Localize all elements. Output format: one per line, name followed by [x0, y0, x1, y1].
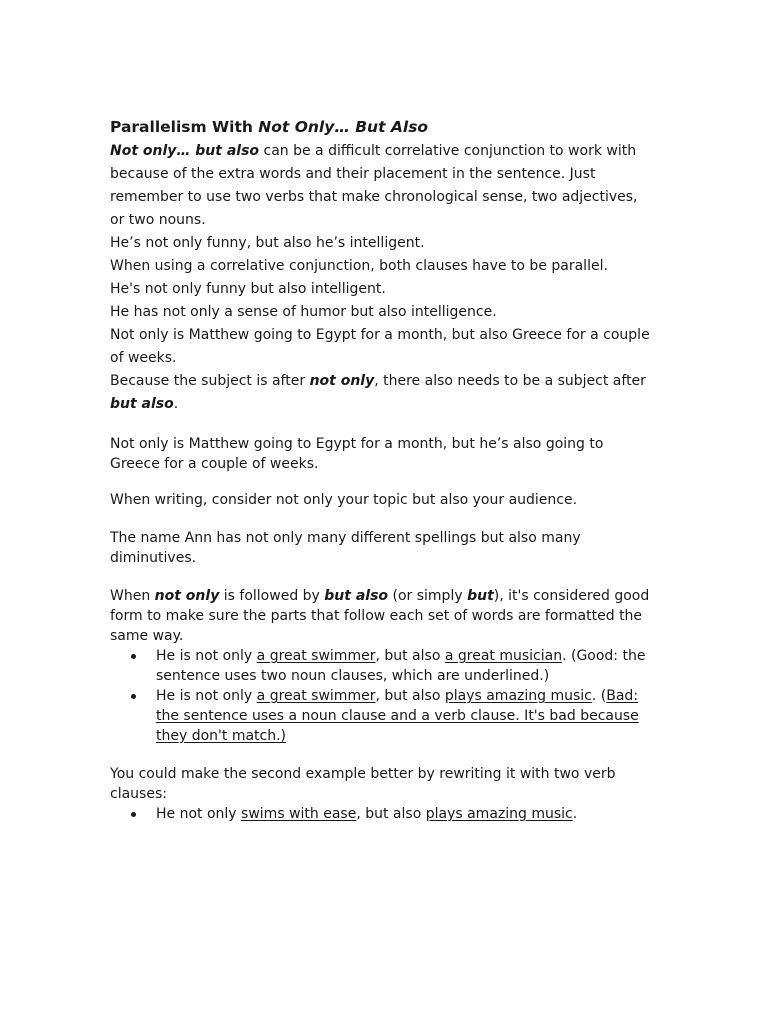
rewrite-underline-2: plays amazing music	[425, 806, 573, 822]
rule-em1: not only	[154, 588, 220, 604]
title-italic: Not Only… But Also	[258, 118, 429, 136]
example-2-pre: He is not only	[156, 688, 257, 704]
rewrite-pre: He not only	[156, 806, 242, 822]
title-prefix: Parallelism With	[110, 118, 259, 136]
rewrite-post: .	[572, 806, 578, 822]
line-1: He’s not only funny, but also he’s intelligent.	[110, 235, 425, 251]
example-2-underline-2: plays amazing music	[444, 688, 592, 704]
rule-part4: ), it's considered good form to make sure the parts that follow each set of words are formatted the same way.	[110, 588, 650, 644]
rule-paragraph	[110, 586, 655, 646]
subject-note-part2: , there also needs to be a subject after	[374, 373, 646, 389]
example-2-post: . (	[591, 688, 607, 704]
example-2-mid: , but also	[375, 688, 445, 704]
intro-paragraph	[110, 140, 655, 232]
intro-text: can be a difficult correlative conjunction to work with because of the extra words and their placement in the sentence. Just remember to use two verbs that make chronological sense, two adjectives, or two nouns.	[110, 143, 638, 228]
rule-part3: (or simply	[388, 588, 468, 604]
line-3: He's not only funny but also intelligent.	[110, 281, 386, 297]
bullet-icon	[131, 694, 136, 699]
subject-note-em2: but also	[110, 396, 174, 412]
example-2-underline-1: a great swimmer	[256, 688, 376, 704]
example-1-underline-1: a great swimmer	[256, 648, 376, 664]
paragraph-1: Not only is Matthew going to Egypt for a month, but he’s also going to Greece for a couple of weeks.	[110, 436, 604, 472]
example-1-pre: He is not only	[156, 648, 257, 664]
rewrite-underline-1: swims with ease	[241, 806, 357, 822]
line-5: Not only is Matthew going to Egypt for a month, but also Greece for a couple of weeks.	[110, 327, 650, 366]
example-1-post: . (Good: the sentence uses two noun clauses, which are underlined.)	[156, 648, 646, 684]
rule-em3: but	[467, 588, 494, 604]
subject-note-part1: Because the subject is after	[110, 373, 310, 389]
bullet-icon	[131, 812, 136, 817]
intro-term: Not only… but also	[110, 143, 260, 159]
list-item	[110, 646, 655, 686]
rewrite-intro: You could make the second example better by rewriting it with two verb clauses:	[110, 766, 616, 802]
list-item	[110, 686, 655, 746]
line-4: He has not only a sense of humor but also intelligence.	[110, 304, 497, 320]
bullet-icon	[131, 654, 136, 659]
example-1-underline-2: a great musician	[444, 648, 563, 664]
subject-note	[110, 370, 655, 416]
rewrite-mid: , but also	[356, 806, 426, 822]
subject-note-part3: .	[173, 396, 179, 412]
examples-list	[110, 646, 655, 746]
rule-part2: is followed by	[219, 588, 325, 604]
subject-note-em1: not only	[309, 373, 375, 389]
line-2: When using a correlative conjunction, both clauses have to be parallel.	[110, 258, 608, 274]
document-title	[110, 116, 655, 138]
example-2-underlined-note: Bad: the sentence uses a noun clause and a verb clause. It's bad because they don't match.)	[156, 688, 639, 744]
example-1-mid: , but also	[375, 648, 445, 664]
rule-em2: but also	[324, 588, 389, 604]
rule-part1: When	[110, 588, 155, 604]
list-item	[110, 804, 655, 824]
rewrite-list	[110, 804, 655, 824]
document-body	[110, 116, 655, 824]
paragraph-2: When writing, consider not only your topic but also your audience.	[110, 492, 578, 508]
paragraph-3: The name Ann has not only many different spellings but also many diminutives.	[110, 530, 581, 566]
